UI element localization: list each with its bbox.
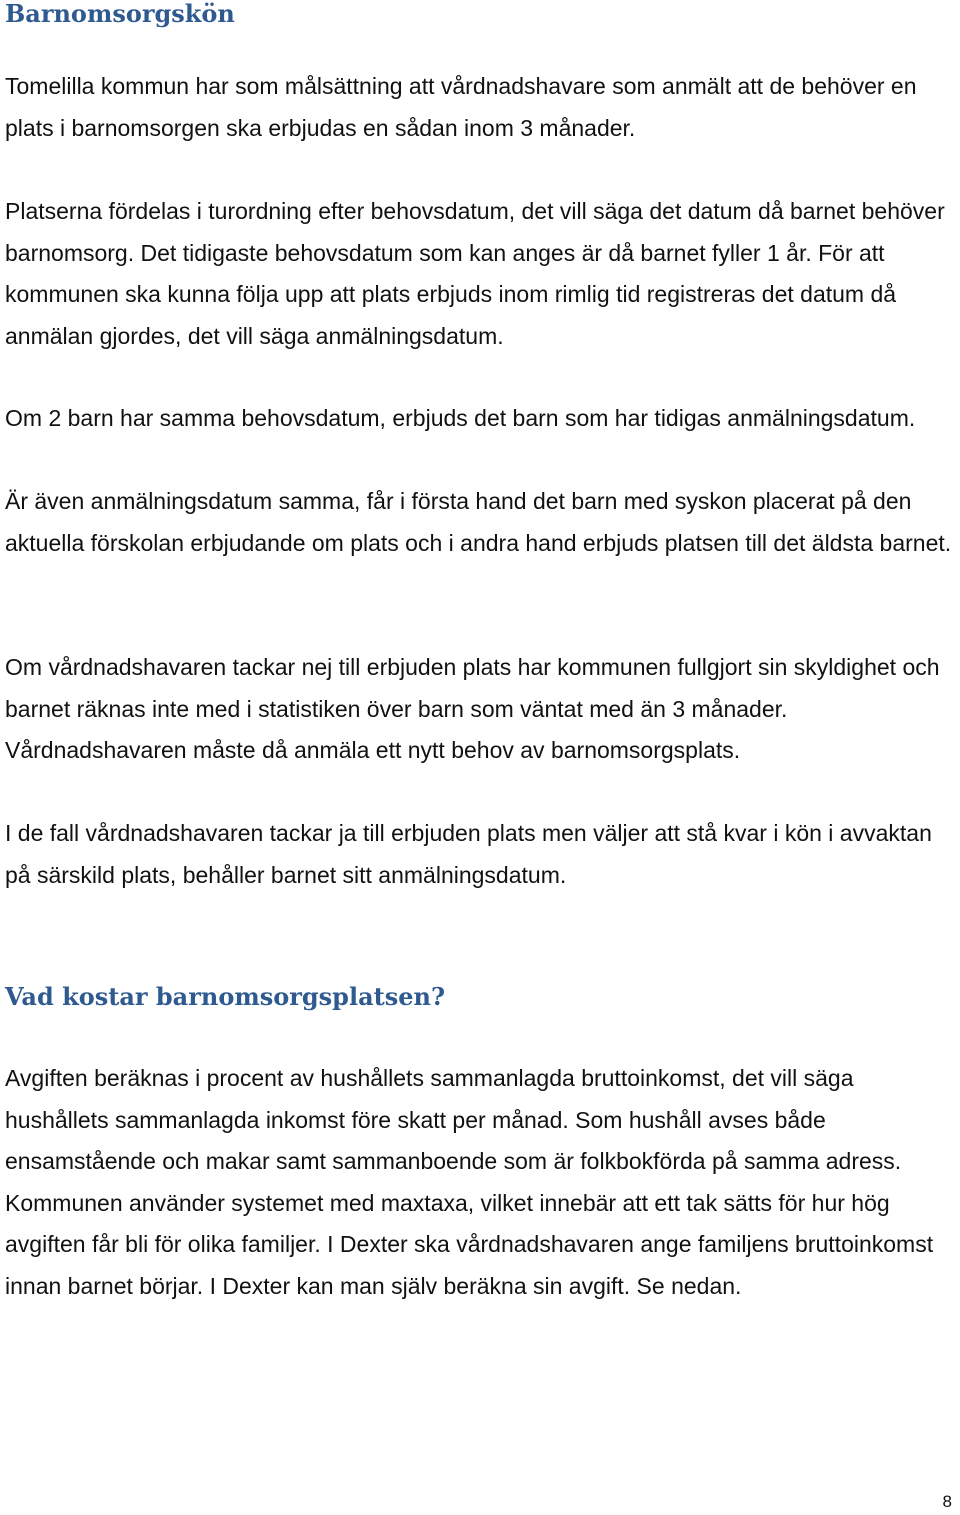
paragraph-allocation: Platserna fördelas i turordning efter behovsdatum, det vill säga det datum då barnet behöver barnomsorg. Det tidigaste behovsdatum som kan anges är då barnet fyller 1 år. För att kommunen ska kunna följa upp att plats erbjuds inom rimlig tid registreras det datum då anmälan gjordes, det vill säga anmälningsdatum. — [5, 198, 945, 349]
paragraph-accepted-offer: I de fall vårdnadshavaren tackar ja till erbjuden plats men väljer att stå kvar i kön i avvaktan på särskild plats, behåller barnet sitt anmälningsdatum. — [5, 820, 932, 888]
section-heading-barnomsorgskon: Barnomsorgskön — [5, 0, 235, 28]
paragraph-same-need-date: Om 2 barn har samma behovsdatum, erbjuds det barn som har tidigas anmälningsdatum. — [5, 405, 916, 431]
paragraph-declined-offer: Om vårdnadshavaren tackar nej till erbjuden plats har kommunen fullgjort sin skyldighet och barnet räknas inte med i statistiken över barn som väntat med än 3 månader. Vårdnadshavaren måste då anmäla ett nytt behov av barnomsorgsplats. — [5, 654, 940, 763]
section-heading-cost: Vad kostar barnomsorgsplatsen? — [5, 982, 446, 1011]
page-number: 8 — [942, 1492, 952, 1511]
paragraph-fee-calculation: Avgiften beräknas i procent av hushållets sammanlagda bruttoinkomst, det vill säga hushållets sammanlagda inkomst före skatt per månad. Som hushåll avses både ensamstående och makar samt sammanboende som är folkbokförda på samma adress. Kommunen använder systemet med maxtaxa, vilket innebär att ett tak sätts för hur hög avgiften får bli för olika familjer. I Dexter ska vårdnadshavaren ange familjens bruttoinkomst innan barnet börjar. I Dexter kan man själv beräkna sin avgift. Se nedan. — [5, 1065, 934, 1299]
paragraph-same-registration-date: Är även anmälningsdatum samma, får i första hand det barn med syskon placerat på den aktuella förskolan erbjudande om plats och i andra hand erbjuds platsen till det äldsta barnet. — [5, 488, 952, 556]
paragraph-goal: Tomelilla kommun har som målsättning att vårdnadshavare som anmält att de behöver en plats i barnomsorgen ska erbjudas en sådan inom 3 månader. — [5, 73, 917, 141]
